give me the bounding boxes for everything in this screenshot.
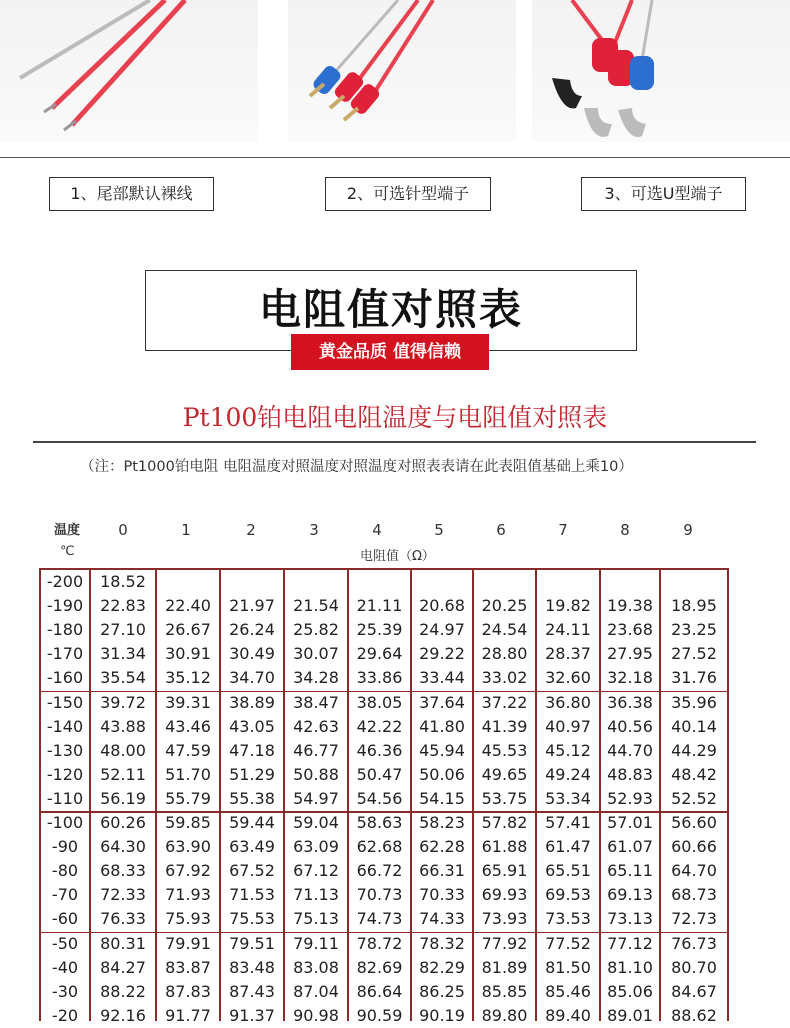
table-temp-cell: -170 xyxy=(46,644,84,664)
table-value-cell: 68.33 xyxy=(100,861,146,881)
table-value-cell: 18.52 xyxy=(100,572,146,591)
table-value-cell: 33.02 xyxy=(481,668,528,688)
header-digit: 0 xyxy=(118,521,128,539)
header-digit: 2 xyxy=(246,521,256,539)
table-value-cell: 45.12 xyxy=(545,740,591,760)
table-value-cell: 76.33 xyxy=(100,909,146,929)
table-value-cell: 61.07 xyxy=(607,837,653,857)
section-divider xyxy=(0,157,790,158)
table-temp-cell: -40 xyxy=(51,957,79,977)
table-value-cell: 38.05 xyxy=(356,692,403,712)
table-value-cell: 71.93 xyxy=(165,885,211,905)
table-value-cell: 40.14 xyxy=(671,716,717,736)
table-value-cell: 42.22 xyxy=(356,716,403,736)
table-value-cell: 81.10 xyxy=(607,957,653,977)
table-value-cell: 55.38 xyxy=(229,788,275,808)
table-value-cell: 52.52 xyxy=(671,788,717,808)
table-value-cell: 83.08 xyxy=(293,957,339,977)
table-value-cell: 67.12 xyxy=(293,861,339,881)
table-value-cell: 82.29 xyxy=(419,957,465,977)
u-terminal-photo xyxy=(532,0,790,142)
table-value-cell: 92.16 xyxy=(100,1005,146,1025)
table-value-cell: 52.93 xyxy=(607,788,653,808)
table-value-cell xyxy=(536,570,600,594)
table-temp-cell: -160 xyxy=(46,668,84,688)
table-value-cell: 80.70 xyxy=(671,957,717,977)
table-value-cell: 46.36 xyxy=(356,740,403,760)
table-value-cell: 59.85 xyxy=(165,813,211,832)
table-value-cell: 87.83 xyxy=(165,981,211,1001)
table-value-cell: 37.22 xyxy=(481,692,528,712)
table-value-cell: 60.66 xyxy=(671,837,717,857)
table-value-cell: 52.11 xyxy=(100,764,146,784)
table-value-cell: 39.31 xyxy=(165,692,211,712)
caption-pin-terminal: 2、可选针型端子 xyxy=(325,177,491,211)
table-temp-cell: -140 xyxy=(46,716,84,736)
table-value-cell: 50.88 xyxy=(293,764,339,784)
table-value-cell: 24.54 xyxy=(481,620,528,640)
table-value-cell: 53.34 xyxy=(545,788,591,808)
table-temp-cell: -130 xyxy=(46,740,84,760)
table-value-cell: 55.79 xyxy=(165,788,211,808)
table-value-cell: 65.11 xyxy=(607,861,653,881)
table-temp-cell: -190 xyxy=(46,596,84,616)
table-temp-cell: -180 xyxy=(46,620,84,640)
table-value-cell: 65.51 xyxy=(545,861,591,881)
table-value-cell: 28.80 xyxy=(481,644,528,664)
header-unit-label: ℃ xyxy=(60,544,75,559)
table-value-cell: 77.52 xyxy=(545,933,591,953)
table-value-cell: 46.77 xyxy=(293,740,339,760)
table-value-cell: 67.92 xyxy=(165,861,211,881)
caption-u-terminal: 3、可选U型端子 xyxy=(581,177,746,211)
table-value-cell: 36.80 xyxy=(545,692,591,712)
table-value-cell xyxy=(473,570,536,594)
table-value-cell: 78.72 xyxy=(356,933,403,953)
table-value-cell xyxy=(284,570,348,594)
table-value-cell xyxy=(600,570,660,594)
table-value-cell: 47.18 xyxy=(229,740,275,760)
table-value-cell xyxy=(220,570,284,594)
table-value-cell: 87.04 xyxy=(293,981,339,1001)
table-temp-cell: -30 xyxy=(51,981,79,1001)
table-value-cell: 38.89 xyxy=(229,692,275,712)
table-value-cell: 85.85 xyxy=(481,981,528,1001)
table-temp-cell: -80 xyxy=(51,861,79,881)
table-value-cell: 86.64 xyxy=(356,981,403,1001)
table-value-cell: 47.59 xyxy=(165,740,211,760)
table-value-cell: 35.54 xyxy=(100,668,146,688)
table-value-cell: 38.47 xyxy=(293,692,339,712)
table-value-cell: 40.97 xyxy=(545,716,591,736)
table-value-cell: 57.41 xyxy=(545,813,591,832)
header-digit: 4 xyxy=(372,521,382,539)
table-value-cell: 48.00 xyxy=(100,740,146,760)
table-value-cell: 62.68 xyxy=(356,837,403,857)
table-value-cell: 36.38 xyxy=(607,692,653,712)
table-value-cell: 23.25 xyxy=(671,620,717,640)
table-value-cell: 48.42 xyxy=(671,764,717,784)
table-value-cell: 30.49 xyxy=(229,644,275,664)
table-value-cell: 56.60 xyxy=(671,813,717,832)
table-value-cell: 45.94 xyxy=(419,740,465,760)
table-value-cell: 54.56 xyxy=(356,788,403,808)
pin-terminal-photo xyxy=(288,0,516,142)
table-value-cell: 61.47 xyxy=(545,837,591,857)
table-temp-cell: -70 xyxy=(51,885,79,905)
table-value-cell: 20.25 xyxy=(481,596,528,616)
table-value-cell: 51.29 xyxy=(229,764,275,784)
table-value-cell: 27.52 xyxy=(671,644,717,664)
table-value-cell: 18.95 xyxy=(671,596,717,616)
table-value-cell: 72.73 xyxy=(671,909,717,929)
quality-badge: 黄金品质 值得信赖 xyxy=(291,334,489,370)
table-value-cell xyxy=(411,570,473,594)
table-value-cell: 74.73 xyxy=(356,909,403,929)
table-value-cell: 87.43 xyxy=(229,981,275,1001)
resistance-table xyxy=(40,568,728,1025)
table-value-cell: 33.86 xyxy=(356,668,403,688)
table-value-cell: 33.44 xyxy=(419,668,465,688)
table-value-cell: 84.67 xyxy=(671,981,717,1001)
table-value-cell: 79.11 xyxy=(293,933,339,953)
table-value-cell: 30.07 xyxy=(293,644,339,664)
table-value-cell: 90.98 xyxy=(293,1005,339,1025)
table-value-cell: 73.13 xyxy=(607,909,653,929)
table-value-cell: 70.33 xyxy=(419,885,465,905)
table-value-cell: 68.73 xyxy=(671,885,717,905)
table-value-cell: 21.97 xyxy=(229,596,275,616)
table-value-cell: 71.53 xyxy=(229,885,275,905)
table-value-cell: 84.27 xyxy=(100,957,146,977)
table-value-cell: 67.52 xyxy=(229,861,275,881)
header-digit: 5 xyxy=(434,521,444,539)
table-value-cell: 59.44 xyxy=(229,813,275,832)
table-value-cell: 43.88 xyxy=(100,716,146,736)
table-value-cell: 24.11 xyxy=(545,620,591,640)
table-value-cell: 31.34 xyxy=(100,644,146,664)
table-value-cell: 72.33 xyxy=(100,885,146,905)
table-value-cell: 86.25 xyxy=(419,981,465,1001)
table-value-cell: 57.82 xyxy=(481,813,528,832)
table-value-cell: 35.96 xyxy=(671,692,717,712)
header-digit: 9 xyxy=(683,521,693,539)
table-value-cell: 69.13 xyxy=(607,885,653,905)
table-value-cell: 64.30 xyxy=(100,837,146,857)
table-value-cell: 75.93 xyxy=(165,909,211,929)
table-value-cell: 24.97 xyxy=(419,620,465,640)
table-value-cell: 62.28 xyxy=(419,837,465,857)
table-value-cell: 63.09 xyxy=(293,837,339,857)
table-value-cell: 90.59 xyxy=(356,1005,403,1025)
table-value-cell: 70.73 xyxy=(356,885,403,905)
table-value-cell: 65.91 xyxy=(481,861,528,881)
table-value-cell: 73.93 xyxy=(481,909,528,929)
table-value-cell xyxy=(660,570,728,594)
bare-wire-photo xyxy=(0,0,258,142)
table-value-cell xyxy=(348,570,411,594)
table-title: Pt100铂电阻电阻温度与电阻值对照表 xyxy=(182,403,608,432)
header-resistance-label: 电阻值（Ω） xyxy=(360,549,435,564)
table-value-cell: 20.68 xyxy=(419,596,465,616)
table-value-cell: 19.82 xyxy=(545,596,591,616)
table-value-cell: 75.13 xyxy=(293,909,339,929)
table-value-cell: 53.75 xyxy=(481,788,528,808)
table-value-cell: 44.70 xyxy=(607,740,653,760)
table-value-cell: 91.37 xyxy=(229,1005,275,1025)
table-value-cell xyxy=(156,570,220,594)
table-value-cell: 69.93 xyxy=(481,885,528,905)
table-value-cell: 26.24 xyxy=(229,620,275,640)
table-value-cell: 19.38 xyxy=(607,596,653,616)
table-value-cell: 80.31 xyxy=(100,933,146,953)
table-temp-cell: -60 xyxy=(51,909,79,929)
table-temp-cell: -150 xyxy=(46,692,84,712)
table-temp-cell: -200 xyxy=(46,572,84,591)
table-value-cell: 50.06 xyxy=(419,764,465,784)
table-value-cell: 82.69 xyxy=(356,957,403,977)
table-value-cell: 90.19 xyxy=(419,1005,465,1025)
table-temp-cell: -20 xyxy=(51,1005,79,1025)
header-digit: 3 xyxy=(309,521,319,539)
table-temp-cell: -50 xyxy=(51,933,79,953)
table-value-cell: 29.64 xyxy=(356,644,403,664)
table-value-cell: 41.80 xyxy=(419,716,465,736)
table-value-cell: 51.70 xyxy=(165,764,211,784)
table-value-cell: 59.04 xyxy=(293,813,339,832)
table-value-cell: 50.47 xyxy=(356,764,403,784)
table-value-cell: 29.22 xyxy=(419,644,465,664)
table-value-cell: 88.22 xyxy=(100,981,146,1001)
table-value-cell: 63.90 xyxy=(165,837,211,857)
table-value-cell: 57.01 xyxy=(607,813,653,832)
table-value-cell: 73.53 xyxy=(545,909,591,929)
table-value-cell: 85.06 xyxy=(607,981,653,1001)
table-value-cell: 25.39 xyxy=(356,620,403,640)
table-value-cell: 21.54 xyxy=(293,596,339,616)
table-value-cell: 43.05 xyxy=(229,716,275,736)
table-value-cell: 89.80 xyxy=(481,1005,528,1025)
table-value-cell: 58.63 xyxy=(356,813,403,832)
table-value-cell: 49.24 xyxy=(545,764,591,784)
table-value-cell: 31.76 xyxy=(671,668,717,688)
table-value-cell: 37.64 xyxy=(419,692,465,712)
table-value-cell: 64.70 xyxy=(671,861,717,881)
table-value-cell: 23.68 xyxy=(607,620,653,640)
table-temp-cell: -110 xyxy=(46,788,84,808)
table-value-cell: 61.88 xyxy=(481,837,528,857)
table-value-cell: 83.87 xyxy=(165,957,211,977)
table-value-cell: 71.13 xyxy=(293,885,339,905)
table-value-cell: 60.26 xyxy=(100,813,146,832)
header-digit: 6 xyxy=(496,521,506,539)
table-value-cell: 34.28 xyxy=(293,668,339,688)
table-value-cell: 76.73 xyxy=(671,933,717,953)
table-value-cell: 74.33 xyxy=(419,909,465,929)
caption-bare-wire: 1、尾部默认裸线 xyxy=(49,177,214,211)
table-value-cell: 21.11 xyxy=(356,596,403,616)
table-value-cell: 56.19 xyxy=(100,788,146,808)
table-value-cell: 30.91 xyxy=(165,644,211,664)
table-value-cell: 49.65 xyxy=(481,764,528,784)
table-value-cell: 32.18 xyxy=(607,668,653,688)
table-value-cell: 34.70 xyxy=(229,668,275,688)
table-title-rule xyxy=(33,441,756,443)
table-value-cell: 41.39 xyxy=(481,716,528,736)
table-note: （注：Pt1000铂电阻 电阻温度对照温度对照温度对照表表请在此表阻值基础上乘10） xyxy=(80,459,633,475)
table-value-cell: 69.53 xyxy=(545,885,591,905)
table-value-cell: 78.32 xyxy=(419,933,465,953)
table-value-cell: 89.40 xyxy=(545,1005,591,1025)
table-value-cell: 54.15 xyxy=(419,788,465,808)
table-value-cell: 28.37 xyxy=(545,644,591,664)
table-value-cell: 81.89 xyxy=(481,957,528,977)
table-value-cell: 88.62 xyxy=(671,1005,717,1025)
header-digit: 8 xyxy=(620,521,630,539)
table-value-cell: 81.50 xyxy=(545,957,591,977)
table-value-cell: 40.56 xyxy=(607,716,653,736)
table-value-cell: 66.72 xyxy=(356,861,403,881)
table-value-cell: 89.01 xyxy=(607,1005,653,1025)
table-value-cell: 63.49 xyxy=(229,837,275,857)
table-value-cell: 39.72 xyxy=(100,692,146,712)
table-value-cell: 77.12 xyxy=(607,933,653,953)
header-temp-label: 温度 xyxy=(54,523,81,538)
table-value-cell: 22.40 xyxy=(165,596,211,616)
table-value-cell: 79.91 xyxy=(165,933,211,953)
header-digit: 7 xyxy=(558,521,568,539)
table-value-cell: 43.46 xyxy=(165,716,211,736)
table-value-cell: 77.92 xyxy=(481,933,528,953)
table-value-cell: 66.31 xyxy=(419,861,465,881)
table-value-cell: 91.77 xyxy=(165,1005,211,1025)
table-temp-cell: -90 xyxy=(51,837,79,857)
table-value-cell: 27.95 xyxy=(607,644,653,664)
header-digit: 1 xyxy=(181,521,191,539)
table-value-cell: 79.51 xyxy=(229,933,275,953)
table-value-cell: 26.67 xyxy=(165,620,211,640)
table-value-cell: 48.83 xyxy=(607,764,653,784)
table-value-cell: 22.83 xyxy=(100,596,146,616)
table-value-cell: 42.63 xyxy=(293,716,339,736)
table-temp-cell: -120 xyxy=(46,764,84,784)
table-value-cell: 35.12 xyxy=(165,668,211,688)
table-value-cell: 75.53 xyxy=(229,909,275,929)
table-value-cell: 27.10 xyxy=(100,620,146,640)
table-value-cell: 58.23 xyxy=(419,813,465,832)
table-value-cell: 45.53 xyxy=(481,740,528,760)
table-temp-cell: -100 xyxy=(46,813,84,832)
table-value-cell: 44.29 xyxy=(671,740,717,760)
table-value-cell: 25.82 xyxy=(293,620,339,640)
table-value-cell: 32.60 xyxy=(545,668,591,688)
table-value-cell: 83.48 xyxy=(229,957,275,977)
table-value-cell: 85.46 xyxy=(545,981,591,1001)
table-value-cell: 54.97 xyxy=(293,788,339,808)
product-photos xyxy=(0,0,790,150)
page-title: 电阻值对照表 xyxy=(258,285,523,334)
